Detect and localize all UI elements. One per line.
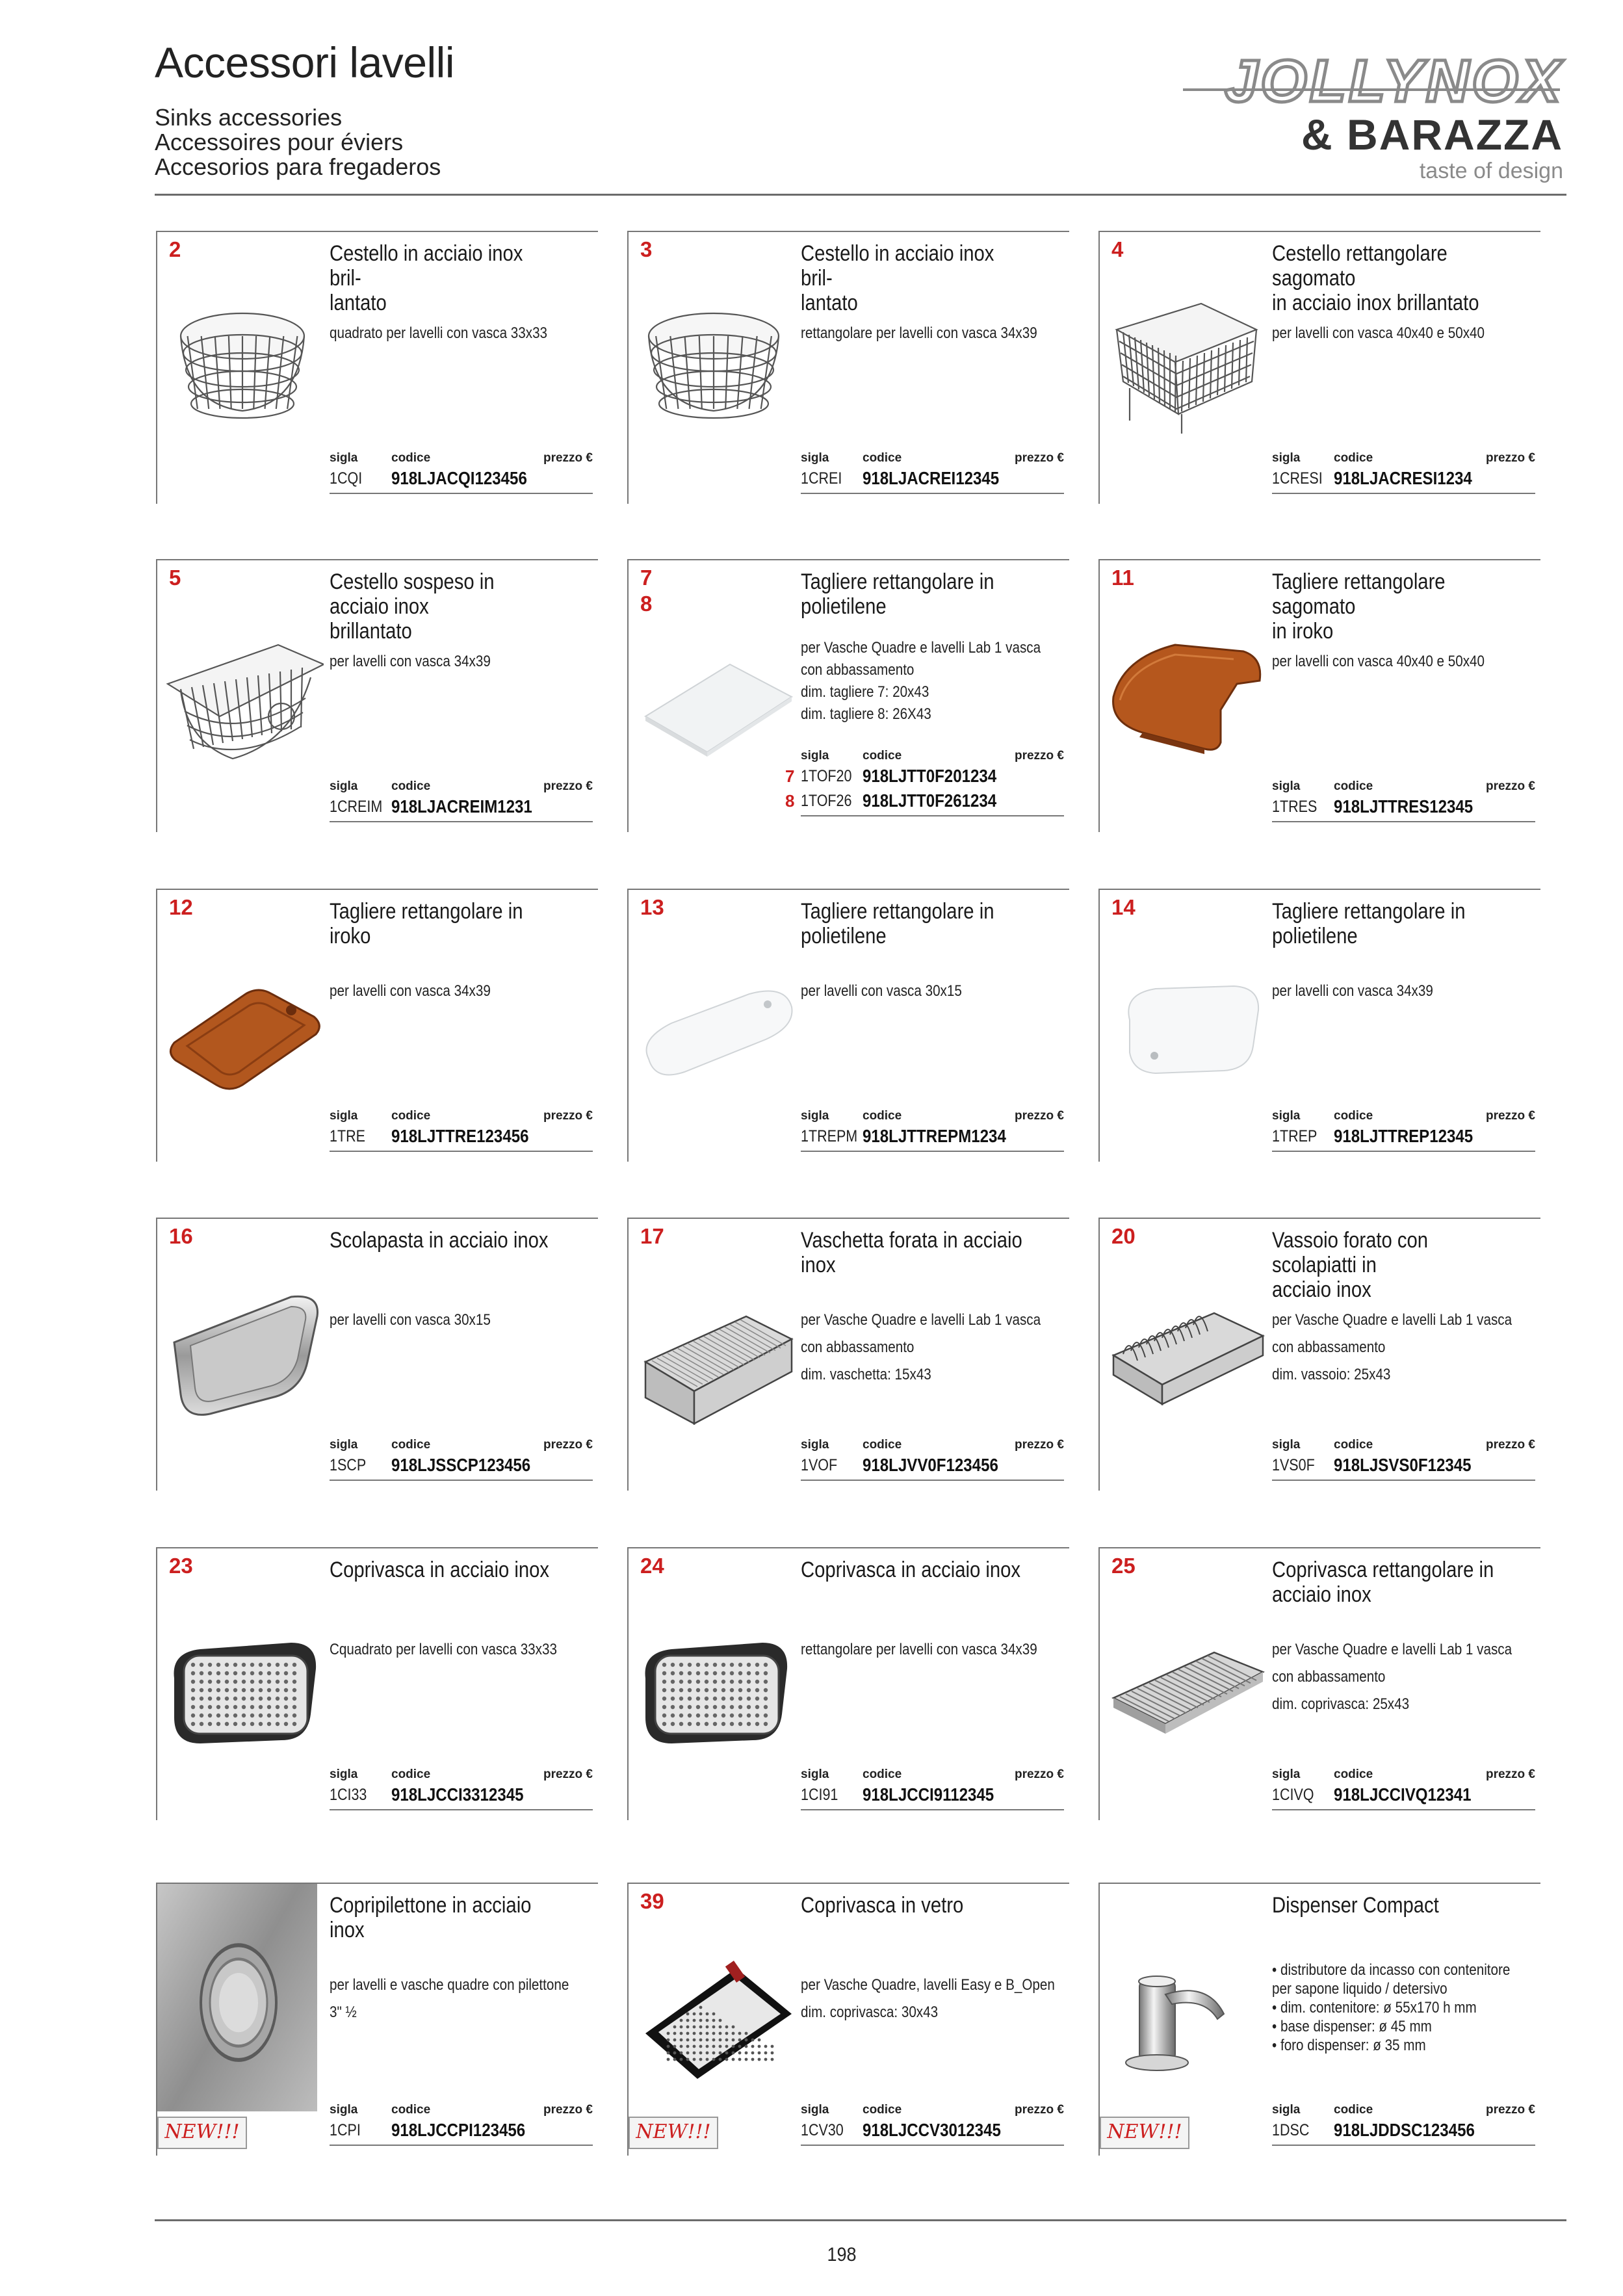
product-sigla: 1TREPM [801, 1127, 858, 1145]
product-title [330, 1893, 553, 1942]
price-row [1272, 1125, 1535, 1152]
price-col-prezzo: prezzo € [543, 451, 593, 465]
product-title-line: polietilene [801, 594, 887, 619]
price-col-codice: codice [863, 749, 902, 763]
price-col-sigla: sigla [330, 2103, 358, 2117]
product-description-line: per Vasche Quadre, lavelli Easy e B_Open [801, 1976, 1055, 1994]
subtitle-en: Sinks accessories [155, 104, 343, 131]
product-description-line: per lavelli con vasca 30x15 [330, 1311, 491, 1329]
product-title-line: in acciaio inox brillantato [1272, 291, 1479, 315]
price-col-codice: codice [1334, 451, 1373, 465]
product-code: 918LJVV0F123456 [863, 1455, 998, 1475]
product-number: 14 [1111, 895, 1136, 919]
product-code: 918LJACREIM1231 [391, 796, 532, 816]
price-col-codice: codice [391, 1109, 431, 1123]
price-col-sigla: sigla [801, 1438, 829, 1452]
product-card [156, 559, 598, 832]
brand-logo [1157, 51, 1573, 187]
product-description-line: con abbassamento [1272, 1668, 1386, 1686]
price-col-sigla: sigla [330, 1768, 358, 1781]
product-description-line: • dim. contenitore: ø 55x170 h mm [1272, 1999, 1477, 2016]
product-description [1272, 978, 1518, 1005]
product-title [330, 569, 553, 644]
product-description-line: dim. vaschetta: 15x43 [801, 1366, 931, 1383]
price-col-sigla: sigla [801, 2103, 829, 2117]
product-number: 16 [169, 1224, 193, 1248]
product-sigla: 1CQI [330, 469, 363, 488]
product-title-line: Vaschetta forata in acciaio inox [801, 1228, 1022, 1277]
price-row [330, 467, 593, 494]
product-card [156, 1547, 598, 1820]
product-number: 12 [169, 895, 193, 919]
product-code: 918LJDDSC123456 [1334, 2120, 1475, 2140]
product-description-line: 3" ½ [330, 2003, 357, 2021]
price-col-codice: codice [1334, 1109, 1373, 1123]
product-title-line: lantato [801, 291, 858, 315]
price-col-codice: codice [1334, 1768, 1373, 1781]
product-sigla: 1CRESI [1272, 469, 1323, 488]
product-code: 918LJCCI9112345 [863, 1784, 994, 1805]
price-col-sigla: sigla [801, 1768, 829, 1781]
price-col-prezzo: prezzo € [543, 1109, 593, 1123]
product-card [627, 889, 1069, 1162]
price-col-codice: codice [391, 451, 431, 465]
price-col-prezzo: prezzo € [1014, 749, 1064, 763]
price-col-codice: codice [391, 1438, 431, 1452]
price-col-prezzo: prezzo € [1014, 1768, 1064, 1781]
product-description-line: dim. tagliere 8: 26X43 [801, 705, 931, 723]
page-title: Accessori lavelli [155, 38, 454, 86]
product-description-line: per Vasche Quadre e lavelli Lab 1 vasca [801, 639, 1041, 657]
white-board-square-image [1104, 948, 1266, 1098]
price-row [801, 2119, 1064, 2146]
product-title-line: in iroko [1272, 619, 1334, 644]
product-code: 918LJCCV3012345 [863, 2120, 1001, 2140]
price-row [1272, 467, 1535, 494]
product-description-line: con abbassamento [801, 1338, 915, 1356]
price-col-prezzo: prezzo € [1014, 1438, 1064, 1452]
product-description [330, 1307, 575, 1334]
price-col-sigla: sigla [1272, 451, 1301, 465]
product-title-line: Coprivasca rettangolare in [1272, 1558, 1494, 1582]
product-title [801, 1893, 1024, 1918]
product-code: 918LJCCPI123456 [391, 2120, 526, 2140]
price-col-sigla: sigla [330, 451, 358, 465]
product-card [627, 231, 1069, 504]
price-row [1272, 1454, 1535, 1481]
perforated-tray-image [632, 1277, 795, 1427]
footer-divider [155, 2219, 1566, 2221]
product-description [801, 320, 1046, 347]
product-sigla: 1CREI [801, 469, 842, 488]
product-title [1272, 1228, 1496, 1302]
price-col-sigla: sigla [801, 1109, 829, 1123]
product-title [1272, 1558, 1496, 1607]
product-description [1272, 320, 1518, 347]
product-sigla: 1CREIM [330, 798, 383, 816]
product-number: 20 [1111, 1224, 1136, 1248]
product-description-line: dim. vassoio: 25x43 [1272, 1366, 1391, 1383]
new-badge: NEW!!! [157, 2117, 247, 2149]
product-description-line: per sapone liquido / detersivo [1272, 1980, 1448, 1998]
price-col-codice: codice [1334, 2103, 1373, 2117]
price-col-codice: codice [863, 451, 902, 465]
product-code: 918LJSVS0F12345 [1334, 1455, 1472, 1475]
product-description-line: rettangolare per lavelli con vasca 34x39 [801, 324, 1037, 342]
price-col-codice: codice [391, 2103, 431, 2117]
price-row [330, 2119, 593, 2146]
product-description [801, 1972, 1055, 2026]
product-title [1272, 1893, 1496, 1918]
product-number: 24 [640, 1554, 664, 1578]
product-card [627, 1883, 1069, 2156]
row-variant-number: 8 [785, 791, 795, 811]
product-description [801, 978, 1046, 1005]
price-row [785, 764, 1064, 790]
product-title [801, 1228, 1024, 1277]
product-sigla: 1TRE [330, 1127, 365, 1145]
product-description-line: per lavelli con vasca 40x40 e 50x40 [1272, 324, 1485, 342]
product-sigla: 1TOF20 [801, 767, 852, 785]
price-row [330, 1125, 593, 1152]
price-row [801, 1125, 1064, 1152]
product-card [156, 1218, 598, 1491]
product-description-line: per lavelli con vasca 34x39 [1272, 982, 1433, 1000]
price-col-codice: codice [1334, 1438, 1373, 1452]
price-col-sigla: sigla [801, 451, 829, 465]
product-card [1098, 231, 1540, 504]
product-sigla: 1TRES [1272, 798, 1318, 816]
product-card [156, 231, 598, 504]
product-description-line: dim. tagliere 7: 20x43 [801, 683, 929, 701]
product-description-line: dim. coprivasca: 30x43 [801, 2003, 939, 2021]
product-description-line: • base dispenser: ø 45 mm [1272, 2018, 1432, 2035]
product-title [801, 899, 1024, 948]
price-col-codice: codice [863, 1438, 902, 1452]
product-code: 918LJSSCP123456 [391, 1455, 531, 1475]
product-description-line: per Vasche Quadre e lavelli Lab 1 vasca [1272, 1641, 1513, 1658]
product-description [330, 320, 575, 347]
price-col-sigla: sigla [1272, 1109, 1301, 1123]
product-description [1272, 1307, 1518, 1389]
product-title-line: Cestello in acciaio inox bril- [801, 241, 994, 291]
product-sigla: 1CI33 [330, 1786, 367, 1804]
product-code: 918LJTTREPM1234 [863, 1126, 1006, 1146]
product-card [156, 889, 598, 1162]
product-title-line: Tagliere rettangolare sagomato [1272, 569, 1446, 619]
product-title-line: Tagliere rettangolare in iroko [330, 899, 523, 948]
wire-basket-rect-image [632, 291, 795, 440]
product-title-line: Coprivasca in acciaio inox [330, 1558, 550, 1582]
product-code: 918LJCCIVQ12341 [1334, 1784, 1472, 1805]
product-title [330, 899, 553, 948]
product-sigla: 1TREP [1272, 1127, 1318, 1145]
wire-basket-square-image [161, 291, 324, 440]
product-title [1272, 569, 1496, 644]
product-code: 918LJTTREP12345 [1334, 1126, 1474, 1146]
price-col-sigla: sigla [330, 779, 358, 793]
product-description [1272, 1961, 1518, 2055]
price-col-prezzo: prezzo € [543, 779, 593, 793]
product-number: 5 [169, 566, 181, 590]
product-card [1098, 1883, 1540, 2156]
product-description-line: per lavelli con vasca 34x39 [330, 653, 491, 670]
price-col-prezzo: prezzo € [1485, 779, 1535, 793]
product-title [801, 569, 1024, 619]
product-title-line: acciaio inox [1272, 1582, 1371, 1607]
product-number: 4 [1111, 237, 1124, 261]
new-badge: NEW!!! [629, 2117, 718, 2149]
product-number: 23 [169, 1554, 193, 1578]
price-col-prezzo: prezzo € [1485, 1438, 1535, 1452]
soap-dispenser-image [1104, 1942, 1266, 2092]
price-col-prezzo: prezzo € [1485, 451, 1535, 465]
price-col-prezzo: prezzo € [1014, 2103, 1064, 2117]
product-card [1098, 889, 1540, 1162]
price-col-sigla: sigla [1272, 2103, 1301, 2117]
product-sigla: 1DSC [1272, 2121, 1310, 2139]
product-number-secondary: 8 [640, 592, 653, 616]
price-col-prezzo: prezzo € [1485, 1109, 1535, 1123]
price-col-sigla: sigla [1272, 779, 1301, 793]
product-description-line: per lavelli e vasche quadre con pilettone [330, 1976, 569, 1994]
product-sigla: 1VOF [801, 1456, 838, 1474]
product-number: 2 [169, 237, 181, 261]
product-title-line: Coprivasca in acciaio inox [801, 1558, 1021, 1582]
glass-cover-image [632, 1942, 795, 2092]
product-description-line: dim. coprivasca: 25x43 [1272, 1695, 1410, 1713]
drain-cover-image [157, 1884, 320, 2111]
price-col-codice: codice [863, 1768, 902, 1781]
product-description-line: quadrato per lavelli con vasca 33x33 [330, 324, 548, 342]
subtitle-es: Accesorios para fregaderos [155, 153, 441, 180]
ribbed-cover-image [1104, 1607, 1266, 1756]
product-title-line: Copripilettone in acciaio inox [330, 1893, 532, 1942]
price-col-prezzo: prezzo € [543, 2103, 593, 2117]
product-title [801, 1558, 1024, 1582]
product-description [801, 1307, 1046, 1389]
price-col-sigla: sigla [330, 1438, 358, 1452]
price-col-codice: codice [391, 779, 431, 793]
row-variant-number: 7 [785, 766, 795, 786]
white-board-flat-image [632, 619, 795, 768]
product-title-line: Tagliere rettangolare in [801, 899, 994, 924]
brand-name-bottom: & BARAZZA [1301, 111, 1563, 159]
product-description-line: per lavelli con vasca 40x40 e 50x40 [1272, 653, 1485, 670]
product-number: 7 [640, 566, 653, 590]
price-row [785, 789, 1064, 816]
product-code: 918LJACREI12345 [863, 468, 1000, 488]
product-description-line: rettangolare per lavelli con vasca 34x39 [801, 1641, 1037, 1658]
price-col-prezzo: prezzo € [1485, 1768, 1535, 1781]
price-row [330, 1454, 593, 1481]
price-col-prezzo: prezzo € [1485, 2103, 1535, 2117]
product-number: 11 [1111, 566, 1134, 590]
price-col-sigla: sigla [1272, 1768, 1301, 1781]
product-title-line: lantato [330, 291, 387, 315]
product-title-line: Cestello rettangolare sagomato [1272, 241, 1448, 291]
price-row [330, 1783, 593, 1810]
price-row [801, 1454, 1064, 1481]
product-code: 918LJACQI123456 [391, 468, 527, 488]
product-number: 39 [640, 1889, 664, 1913]
price-row [330, 795, 593, 822]
product-title-line: Vassoio forato con scolapiatti in [1272, 1228, 1429, 1277]
product-title [1272, 241, 1496, 315]
product-title [330, 1558, 553, 1582]
product-title-line: Scolapasta in acciaio inox [330, 1228, 549, 1253]
product-number: 3 [640, 237, 653, 261]
perforated-cover-rect-image [632, 1607, 795, 1756]
wood-board-shaped-image [1104, 619, 1266, 768]
product-card [1098, 1547, 1540, 1820]
perforated-cover-square-image [161, 1607, 324, 1756]
product-description [330, 648, 575, 675]
product-code: 918LJTTRES12345 [1334, 796, 1474, 816]
price-row [1272, 2119, 1535, 2146]
price-col-sigla: sigla [801, 749, 829, 763]
product-code: 918LJACRESI1234 [1334, 468, 1472, 488]
product-sigla: 1CV30 [801, 2121, 844, 2139]
product-description-line: per Vasche Quadre e lavelli Lab 1 vasca [801, 1311, 1041, 1329]
product-card [1098, 559, 1540, 832]
product-sigla: 1CIVQ [1272, 1786, 1314, 1804]
product-description [330, 978, 575, 1005]
product-card [156, 1883, 598, 2156]
product-description [330, 1636, 575, 1663]
price-col-prezzo: prezzo € [543, 1768, 593, 1781]
price-col-prezzo: prezzo € [543, 1438, 593, 1452]
price-row [1272, 795, 1535, 822]
price-col-sigla: sigla [330, 1109, 358, 1123]
wire-basket-shaped-image [1104, 291, 1266, 440]
price-row [801, 467, 1064, 494]
hanging-basket-image [161, 619, 324, 768]
product-sigla: 1TOF26 [801, 792, 852, 810]
product-description-line: • foro dispenser: ø 35 mm [1272, 2037, 1426, 2054]
product-title-line: acciaio inox [1272, 1277, 1371, 1302]
brand-tagline: taste of design [1419, 159, 1563, 183]
product-title-line: Tagliere rettangolare in [1272, 899, 1466, 924]
product-title-line: polietilene [1272, 924, 1358, 948]
dish-rack-tray-image [1104, 1277, 1266, 1427]
product-description-line: per Vasche Quadre e lavelli Lab 1 vasca [1272, 1311, 1513, 1329]
product-description [330, 1972, 575, 2026]
price-col-codice: codice [1334, 779, 1373, 793]
product-title [1272, 899, 1496, 948]
product-title [330, 241, 553, 315]
product-title [801, 241, 1024, 315]
product-sigla: 1SCP [330, 1456, 367, 1474]
price-col-codice: codice [863, 1109, 902, 1123]
product-description [801, 1636, 1046, 1663]
product-card [627, 1547, 1069, 1820]
product-description-line: con abbassamento [1272, 1338, 1386, 1356]
product-title-line: Tagliere rettangolare in [801, 569, 994, 594]
product-title-line: Coprivasca in vetro [801, 1893, 964, 1918]
product-card [1098, 1218, 1540, 1491]
product-number: 13 [640, 895, 664, 919]
product-description-line: per lavelli con vasca 30x15 [801, 982, 962, 1000]
product-title-line: polietilene [801, 924, 887, 948]
wood-board-rounded-image [161, 948, 324, 1098]
product-title-line: Dispenser Compact [1272, 1893, 1439, 1918]
product-title-line: Cestello in acciaio inox bril- [330, 241, 523, 291]
steel-colander-image [161, 1277, 324, 1427]
price-row [1272, 1783, 1535, 1810]
product-description-line: per lavelli con vasca 34x39 [330, 982, 491, 1000]
product-sigla: 1VS0F [1272, 1456, 1315, 1474]
product-sigla: 1CI91 [801, 1786, 838, 1804]
price-col-prezzo: prezzo € [1014, 1109, 1064, 1123]
product-title [330, 1228, 553, 1253]
brand-name-top: JOLLYNOX [1224, 51, 1563, 114]
product-description-line: • distributore da incasso con contenitore [1272, 1961, 1511, 1979]
product-number: 25 [1111, 1554, 1136, 1578]
product-code: 918LJTTRE123456 [391, 1126, 529, 1146]
product-code: 918LJTT0F261234 [863, 790, 997, 811]
product-description [801, 637, 1046, 725]
price-col-prezzo: prezzo € [1014, 451, 1064, 465]
product-code: 918LJCCI3312345 [391, 1784, 524, 1805]
product-title-line: Cestello sospeso in acciaio inox [330, 569, 495, 619]
page-number: 198 [827, 2244, 857, 2265]
product-description [1272, 648, 1518, 675]
white-board-oval-image [632, 948, 795, 1098]
product-sigla: 1CPI [330, 2121, 361, 2139]
price-col-codice: codice [391, 1768, 431, 1781]
new-badge: NEW!!! [1100, 2117, 1189, 2149]
product-code: 918LJTT0F201234 [863, 766, 997, 786]
subtitle-fr: Accessoires pour éviers [155, 129, 404, 155]
product-title-line: brillantato [330, 619, 412, 644]
product-card [627, 1218, 1069, 1491]
price-col-sigla: sigla [1272, 1438, 1301, 1452]
product-description-line: con abbassamento [801, 661, 915, 679]
price-col-codice: codice [863, 2103, 902, 2117]
header-divider [155, 194, 1566, 196]
product-description [1272, 1636, 1518, 1718]
product-number: 17 [640, 1224, 664, 1248]
product-card [627, 559, 1069, 832]
price-row [801, 1783, 1064, 1810]
product-description-line: Cquadrato per lavelli con vasca 33x33 [330, 1641, 557, 1658]
